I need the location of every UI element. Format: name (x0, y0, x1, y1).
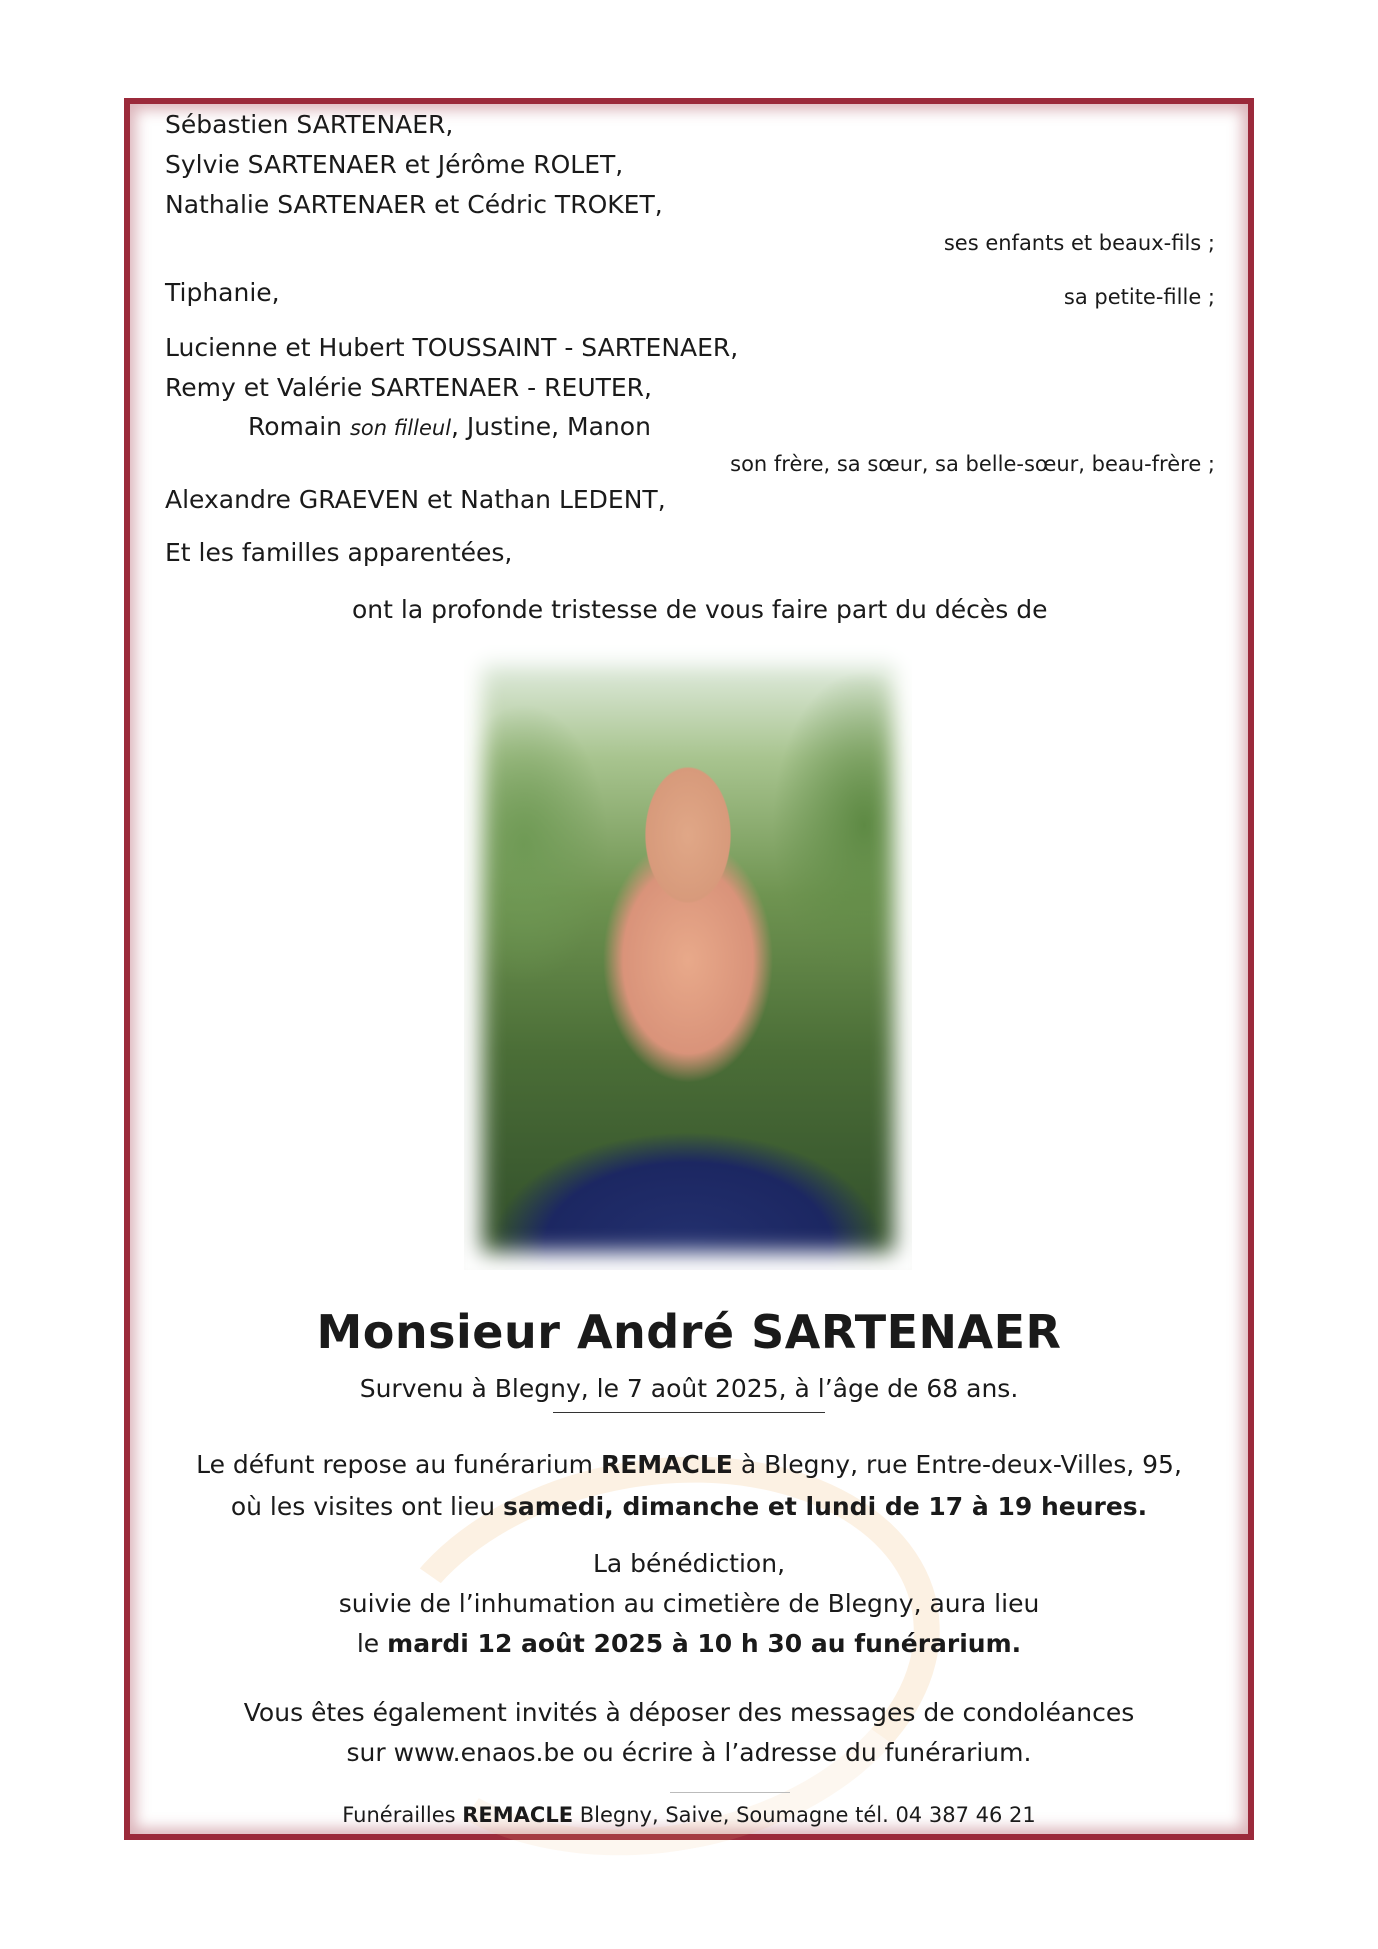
visitation-address: à Blegny, rue Entre-deux-Villes, 95, (732, 1450, 1182, 1479)
ceremony-line-1: La bénédiction, (592, 1549, 786, 1578)
child-line-2: Sylvie SARTENAER et Jérôme ROLET, (165, 150, 624, 179)
funeral-home-name: REMACLE (600, 1450, 733, 1479)
others-line: Alexandre GRAEVEN et Nathan LEDENT, (165, 485, 666, 514)
death-details: Survenu à Blegny, le 7 août 2025, à l’âge de 68 ans. (359, 1374, 1019, 1403)
ceremony-text: le (356, 1629, 388, 1658)
visitation-line-2 (124, 1492, 1254, 1522)
nephews-text-a: Romain (248, 412, 350, 441)
visitation-text-a: Le défunt repose au funérarium (196, 1450, 601, 1479)
announcement: ont la profonde tristesse de vous faire part du décès de (352, 595, 1048, 624)
visitation-text-b: où les visites ont lieu (230, 1492, 504, 1521)
footer-brand: REMACLE (462, 1803, 574, 1827)
deceased-name: Monsieur André SARTENAER (316, 1305, 1062, 1359)
ceremony-line-2: suivie de l’inhumation au cimetière de Blegny, aura lieu (338, 1589, 1040, 1618)
ceremony-line-3 (124, 1629, 1254, 1659)
visitation-line-1 (124, 1450, 1254, 1480)
separator (553, 1412, 825, 1413)
sibling-line-1: Lucienne et Hubert TOUSSAINT - SARTENAER, (165, 333, 739, 362)
ceremony-date: mardi 12 août 2025 à 10 h 30 au funérarium. (387, 1629, 1022, 1658)
nephews-text-b: , Justine, Manon (451, 412, 651, 441)
portrait-photo (464, 645, 912, 1270)
condolences-line-2: sur www.enaos.be ou écrire à l’adresse du funérarium. (346, 1738, 1032, 1767)
child-line-3: Nathalie SARTENAER et Cédric TROKET, (165, 190, 663, 219)
siblings-relation: son frère, sa sœur, sa belle-sœur, beau-frère ; (730, 452, 1215, 476)
child-line-1: Sébastien SARTENAER, (165, 110, 454, 139)
nephews-line (248, 412, 651, 443)
footer-contact: Blegny, Saive, Soumagne tél. 04 387 46 21 (573, 1803, 1036, 1827)
condolences-line-1: Vous êtes également invités à déposer des messages de condoléances (243, 1698, 1135, 1727)
visitation-hours: samedi, dimanche et lundi de 17 à 19 heures. (503, 1492, 1148, 1521)
grandchild-line: Tiphanie, (165, 278, 280, 307)
sibling-line-2: Remy et Valérie SARTENAER - REUTER, (165, 373, 652, 402)
footer-separator (670, 1792, 790, 1793)
footer (124, 1800, 1254, 1830)
footer-text-a: Funérailles (342, 1803, 463, 1827)
godson-note: son filleul (349, 416, 452, 440)
children-relation: ses enfants et beaux-fils ; (943, 231, 1215, 255)
families-line: Et les familles apparentées, (165, 538, 513, 567)
grandchild-relation: sa petite-fille ; (1063, 285, 1215, 309)
